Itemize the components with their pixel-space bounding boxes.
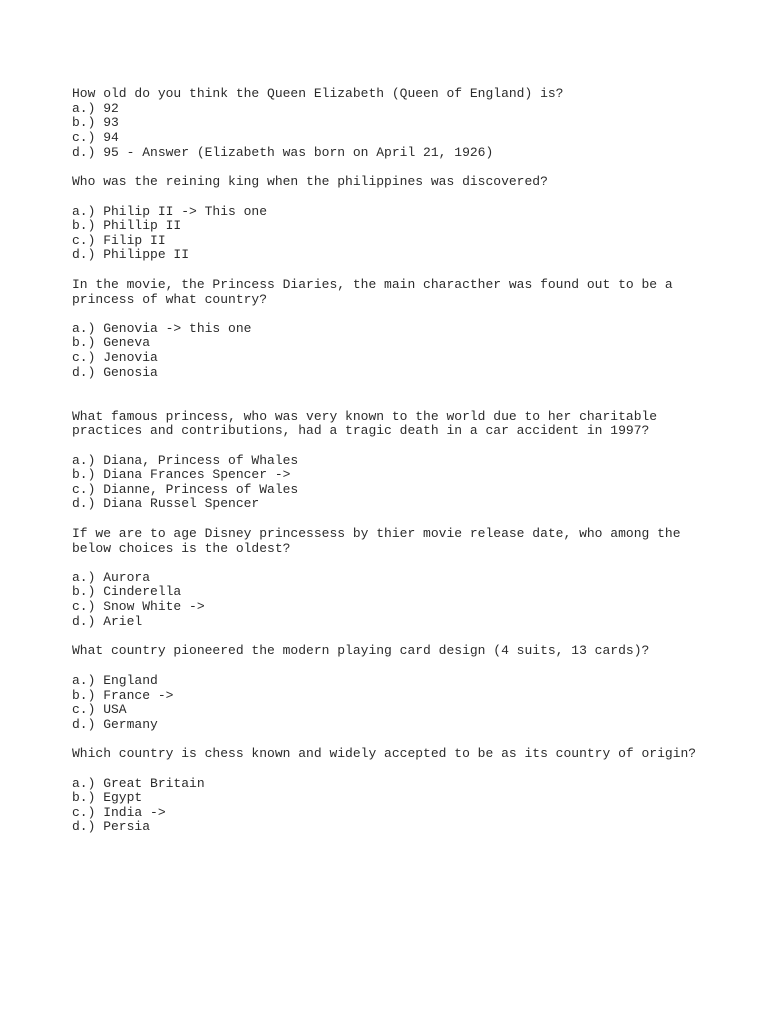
question-4-option-c: c.) Dianne, Princess of Wales <box>72 482 299 497</box>
question-2-option-c: c.) Filip II <box>72 233 166 248</box>
question-6-option-b: b.) France -> <box>72 688 174 703</box>
question-3-option-c: c.) Jenovia <box>72 350 158 365</box>
question-1-option-c: c.) 94 <box>72 130 119 145</box>
question-1-option-b: b.) 93 <box>72 115 119 130</box>
question-4-text-line-2: practices and contributions, had a tragic death in a car accident in 1997? <box>72 423 650 438</box>
question-7-option-a: a.) Great Britain <box>72 776 205 791</box>
question-5-option-d: d.) Ariel <box>72 614 143 629</box>
question-2-option-d: d.) Philippe II <box>72 247 190 262</box>
question-7-text-line-1: Which country is chess known and widely accepted to be as its country of origin? <box>72 746 697 761</box>
question-4-option-d: d.) Diana Russel Spencer <box>72 496 260 511</box>
question-5-option-c: c.) Snow White -> <box>72 599 205 614</box>
question-1-text-line-1: How old do you think the Queen Elizabeth (Queen of England) is? <box>72 86 564 101</box>
question-6-option-d: d.) Germany <box>72 717 158 732</box>
question-5-text-line-1: If we are to age Disney princessess by thier movie release date, who among the <box>72 526 681 541</box>
question-1-option-d: d.) 95 - Answer (Elizabeth was born on April 21, 1926) <box>72 145 494 160</box>
question-3-text-line-1: In the movie, the Princess Diaries, the main characther was found out to be a <box>72 277 673 292</box>
question-6-text-line-1: What country pioneered the modern playing card design (4 suits, 13 cards)? <box>72 643 650 658</box>
question-5-option-a: a.) Aurora <box>72 570 151 585</box>
question-7-option-d: d.) Persia <box>72 819 151 834</box>
question-5-text-line-2: below choices is the oldest? <box>72 541 291 556</box>
question-7-option-c: c.) India -> <box>72 805 166 820</box>
question-3-text-line-2: princess of what country? <box>72 292 268 307</box>
question-7-option-b: b.) Egypt <box>72 790 143 805</box>
question-6-option-c: c.) USA <box>72 702 127 717</box>
question-4-option-b: b.) Diana Frances Spencer -> <box>72 467 291 482</box>
question-1-option-a: a.) 92 <box>72 101 119 116</box>
question-5-option-b: b.) Cinderella <box>72 584 182 599</box>
question-2-text-line-1: Who was the reining king when the philippines was discovered? <box>72 174 548 189</box>
question-4-text-line-1: What famous princess, who was very known to the world due to her charitable <box>72 409 658 424</box>
question-6-option-a: a.) England <box>72 673 158 688</box>
question-4-option-a: a.) Diana, Princess of Whales <box>72 453 299 468</box>
question-3-option-d: d.) Genosia <box>72 365 158 380</box>
question-2-option-b: b.) Phillip II <box>72 218 182 233</box>
question-3-option-a: a.) Genovia -> this one <box>72 321 252 336</box>
question-2-option-a: a.) Philip II -> This one <box>72 204 268 219</box>
question-3-option-b: b.) Geneva <box>72 335 151 350</box>
